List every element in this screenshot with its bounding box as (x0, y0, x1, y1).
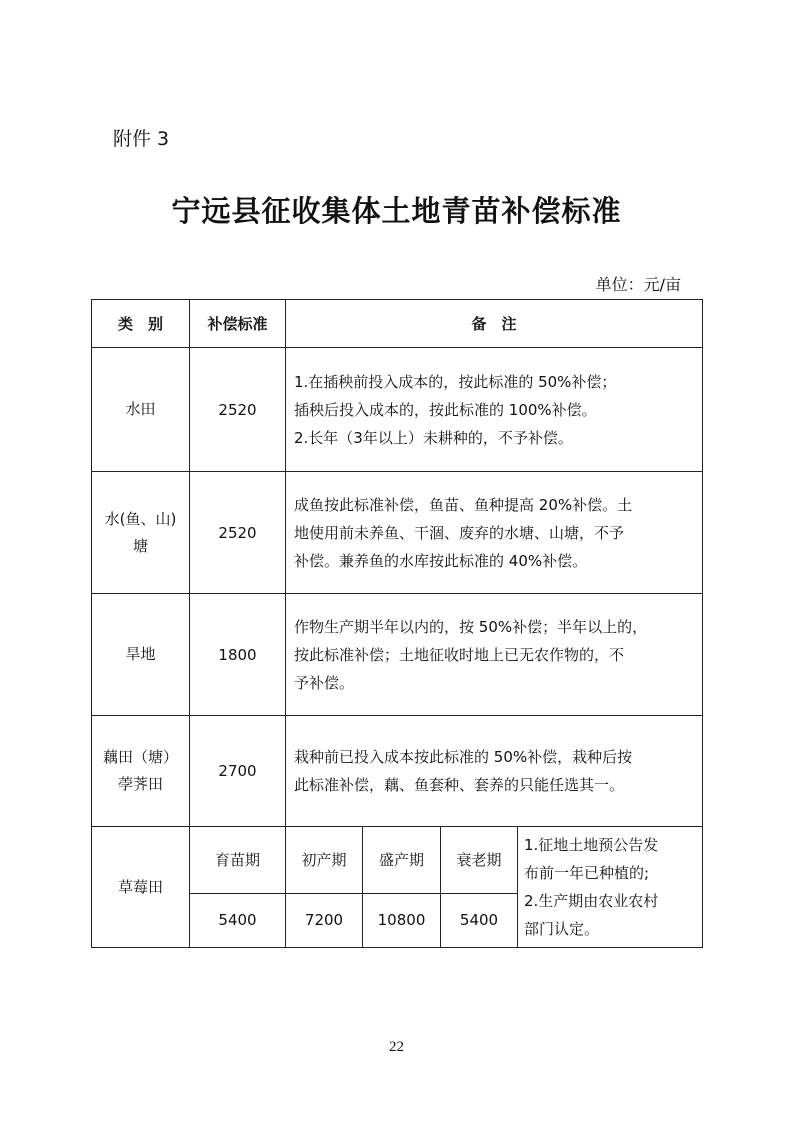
stage-label: 衰老期 (441, 827, 518, 894)
header-standard: 补偿标准 (190, 300, 286, 348)
stage-value: 7200 (286, 893, 363, 947)
remark-line: 作物生产期半年以内的，按 50%补偿；半年以上的， (294, 617, 648, 636)
remark-line: 此标准补偿，藕、鱼套种、套养的只能任选其一。 (294, 776, 625, 794)
remark-line: 2.生产期由农业农村 (524, 892, 659, 910)
table-header-row (92, 300, 703, 348)
header-remark: 备 注 (286, 300, 703, 348)
remark-line: 部门认定。 (524, 920, 600, 938)
remark-line: 1.在插秧前投入成本的，按此标准的 50%补偿； (294, 372, 617, 391)
category-line: 旱地 (125, 645, 156, 663)
remark-line: 地使用前未养鱼、干涸、废弃的水塘、山塘，不予 (294, 523, 625, 542)
remark-line: 布前一年已种植的; (524, 864, 650, 882)
stage-label: 初产期 (286, 827, 363, 894)
row-standard: 2520 (190, 472, 286, 594)
row-remark (286, 348, 703, 472)
row-category (92, 594, 190, 716)
row-standard: 1800 (190, 594, 286, 716)
stage-label: 育苗期 (190, 827, 286, 894)
stage-value: 5400 (190, 893, 286, 947)
row-remark (286, 716, 703, 827)
compensation-table (91, 299, 703, 948)
remark-line: 补偿。兼养鱼的水库按此标准的 40%补偿。 (294, 551, 588, 570)
table-row (92, 716, 703, 827)
remark-line: 按此标准补偿；土地征收时地上已无农作物的，不 (294, 645, 625, 664)
header-category: 类 别 (92, 300, 190, 348)
row-standard: 2520 (190, 348, 286, 472)
stage-value: 5400 (441, 893, 518, 947)
category-line: 塘 (132, 536, 148, 555)
attachment-label: 附件 3 (113, 128, 170, 150)
row-remark (286, 594, 703, 716)
table-row (92, 472, 703, 594)
row-standard: 2700 (190, 716, 286, 827)
row-category: 草莓田 (92, 827, 190, 948)
remark-line: 成鱼按此标准补偿，鱼苗、鱼种提高 20%补偿。土 (294, 495, 633, 514)
page-title: 宁远县征收集体土地青苗补偿标准 (171, 194, 622, 228)
row-remark (286, 472, 703, 594)
row-category (92, 716, 190, 827)
row-remark (518, 827, 703, 948)
category-line: 水(鱼、山) (104, 509, 177, 528)
stage-label: 盛产期 (363, 827, 441, 894)
table-row (92, 348, 703, 472)
page-number: 22 (389, 1039, 404, 1055)
remark-line: 2.长年（3年以上）未耕种的，不予补偿。 (294, 428, 573, 447)
unit-label: 单位：元/亩 (595, 275, 681, 294)
remark-line: 插秧后投入成本的，按此标准的 100%补偿。 (294, 400, 597, 419)
remark-line: 1.征地土地预公告发 (524, 836, 659, 854)
remark-line: 栽种前已投入成本按此标准的 50%补偿，栽种后按 (294, 748, 633, 766)
category-line: 水田 (125, 400, 156, 418)
table-row (92, 594, 703, 716)
strawberry-stage-row (92, 827, 703, 894)
stage-value: 10800 (363, 893, 441, 947)
category-line: 藕田（塘） (102, 748, 178, 766)
row-category (92, 472, 190, 594)
remark-line: 予补偿。 (294, 673, 355, 692)
category-line: 荸荠田 (117, 775, 163, 793)
row-category (92, 348, 190, 472)
